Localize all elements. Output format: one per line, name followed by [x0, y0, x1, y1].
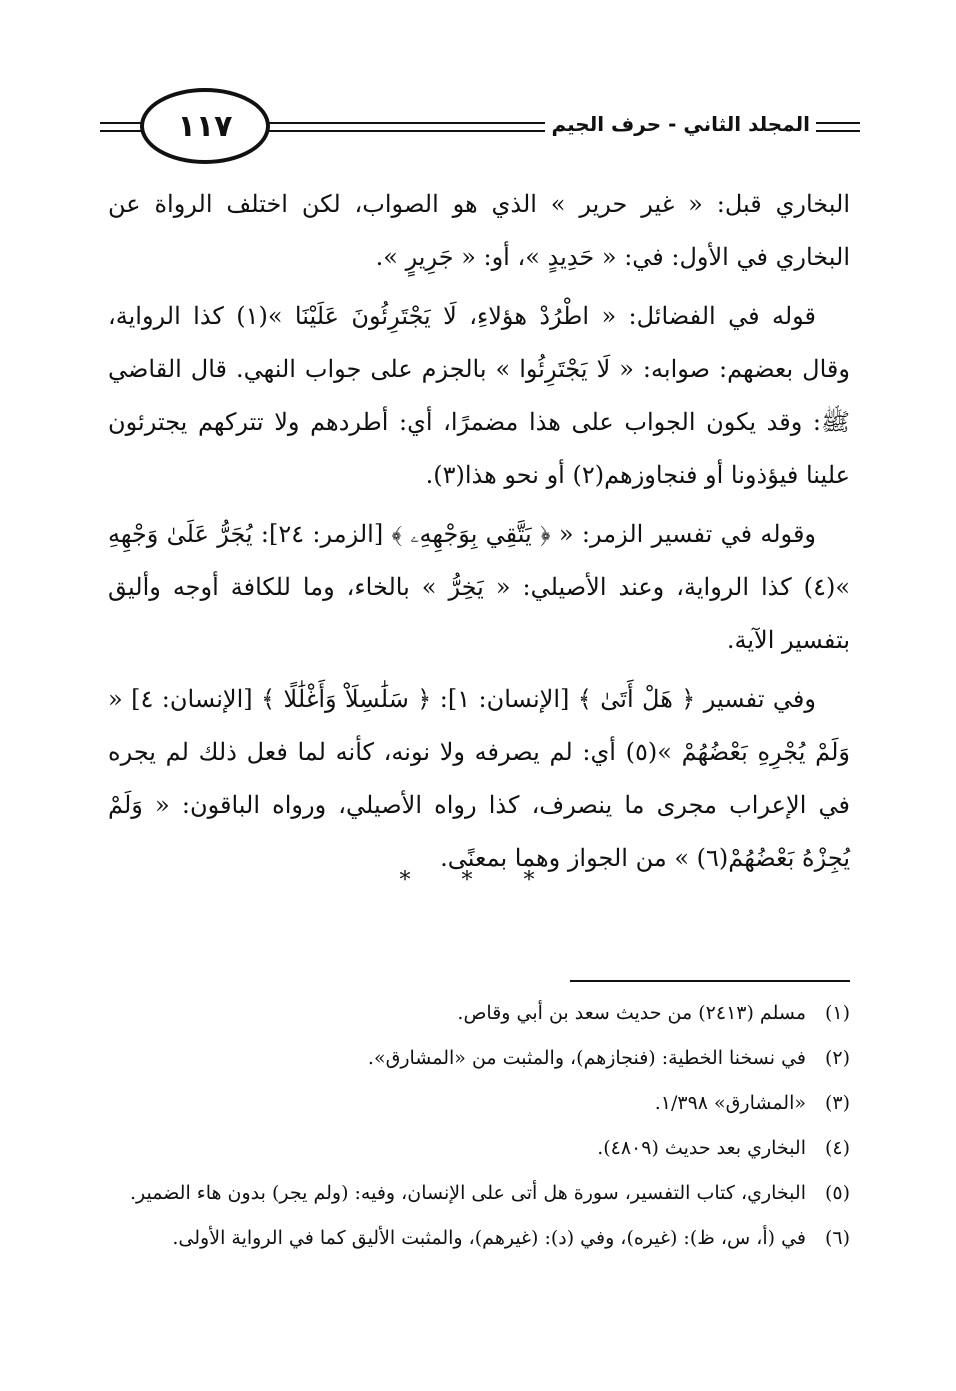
footnote-text: البخاري بعد حديث (٤٨٠٩).: [597, 1137, 806, 1159]
footnote: [108, 1223, 850, 1253]
paragraph: وقوله في تفسير الزمر: « ﴿ يَتَّقِي بِوَجْهِهِۦ ﴾ [الزمر: ٢٤]: يُجَرُّ عَلَىٰ وَجْهِهِ »(٤) كذا الرواية، وعند الأصيلي: « يَخِرُّ » بالخاء، وما للكافة أوجه وأليق بتفسير الآية.: [108, 520, 850, 654]
running-title: المجلد الثاني - حرف الجيم: [545, 112, 816, 136]
footnote-separator: [570, 980, 850, 982]
section-divider: * * *: [399, 868, 557, 893]
footnote-text: في (أ، س، ظ): (غيره)، وفي (د): (غيرهم)، والمثبت الأليق كما في الرواية الأولى.: [172, 1227, 806, 1249]
footnote-marker: (٦): [824, 1227, 850, 1249]
footnote-marker: (٥): [824, 1182, 850, 1204]
footnote-marker: (٢): [824, 1047, 850, 1069]
footnotes: [108, 998, 850, 1268]
footnote: [108, 998, 850, 1028]
footnote-text: البخاري، كتاب التفسير، سورة هل أتى على الإنسان، وفيه: (ولم يجر) بدون هاء الضمير.: [129, 1182, 806, 1204]
paragraph: البخاري قبل: « غير حرير » الذي هو الصواب، لكن اختلف الرواة عن البخاري في الأول: في: « حَدِيدٍ »، أو: « جَرِيرٍ ».: [108, 190, 850, 271]
footnote: [108, 1133, 850, 1163]
footnote-marker: (١): [824, 1002, 850, 1024]
footnote: [108, 1043, 850, 1073]
paragraph: قوله في الفضائل: « اطْرُدْ هؤلاءِ، لَا يَجْتَرِئُونَ عَلَيْنَا »(١) كذا الرواية، وقال بعضهم: صوابه: « لَا يَجْتَرِئُوا » بالجزم على جواب النهي. قال القاضي ﷺ: وقد يكون الجواب على هذا مضمرًا، أي: أطردهم ولا تتركهم يجترئون علينا فيؤذونا أو فنجاوزهم(٢) أو نحو هذا(٣).: [108, 302, 850, 489]
footnote-text: في نسخنا الخطية: (فنجازهم)، والمثبت من «المشارق».: [367, 1047, 806, 1069]
footnote-text: «المشارق» ١/٣٩٨.: [654, 1092, 806, 1114]
footnote-marker: (٣): [824, 1092, 850, 1114]
paragraph: وفي تفسير ﴿ هَلْ أَتَىٰ ﴾ [الإنسان: ١]: ﴿ سَلَٰسِلَاْ وَأَغْلَٰلًا ﴾ [الإنسان: ٤] « وَلَمْ يُجْرِهِ بَعْضُهُمْ »(٥) أي: لم يصرفه ولا نونه، كأنه لما فعل ذلك لم يجره في الإعراب مجرى ما ينصرف، كذا رواه الأصيلي، ورواه الباقون: « وَلَمْ يُجِزْهُ بَعْضُهُمْ(٦) » من الجواز وهما بمعنًى.: [108, 685, 850, 872]
page-number: ١١٧: [140, 88, 270, 164]
main-text: [108, 178, 850, 891]
footnote: [108, 1088, 850, 1118]
footnote: [108, 1178, 850, 1208]
footnote-text: مسلم (٢٤١٣) من حديث سعد بن أبي وقاص.: [457, 1002, 806, 1024]
footnote-marker: (٤): [824, 1137, 850, 1159]
page-header: [100, 88, 860, 168]
